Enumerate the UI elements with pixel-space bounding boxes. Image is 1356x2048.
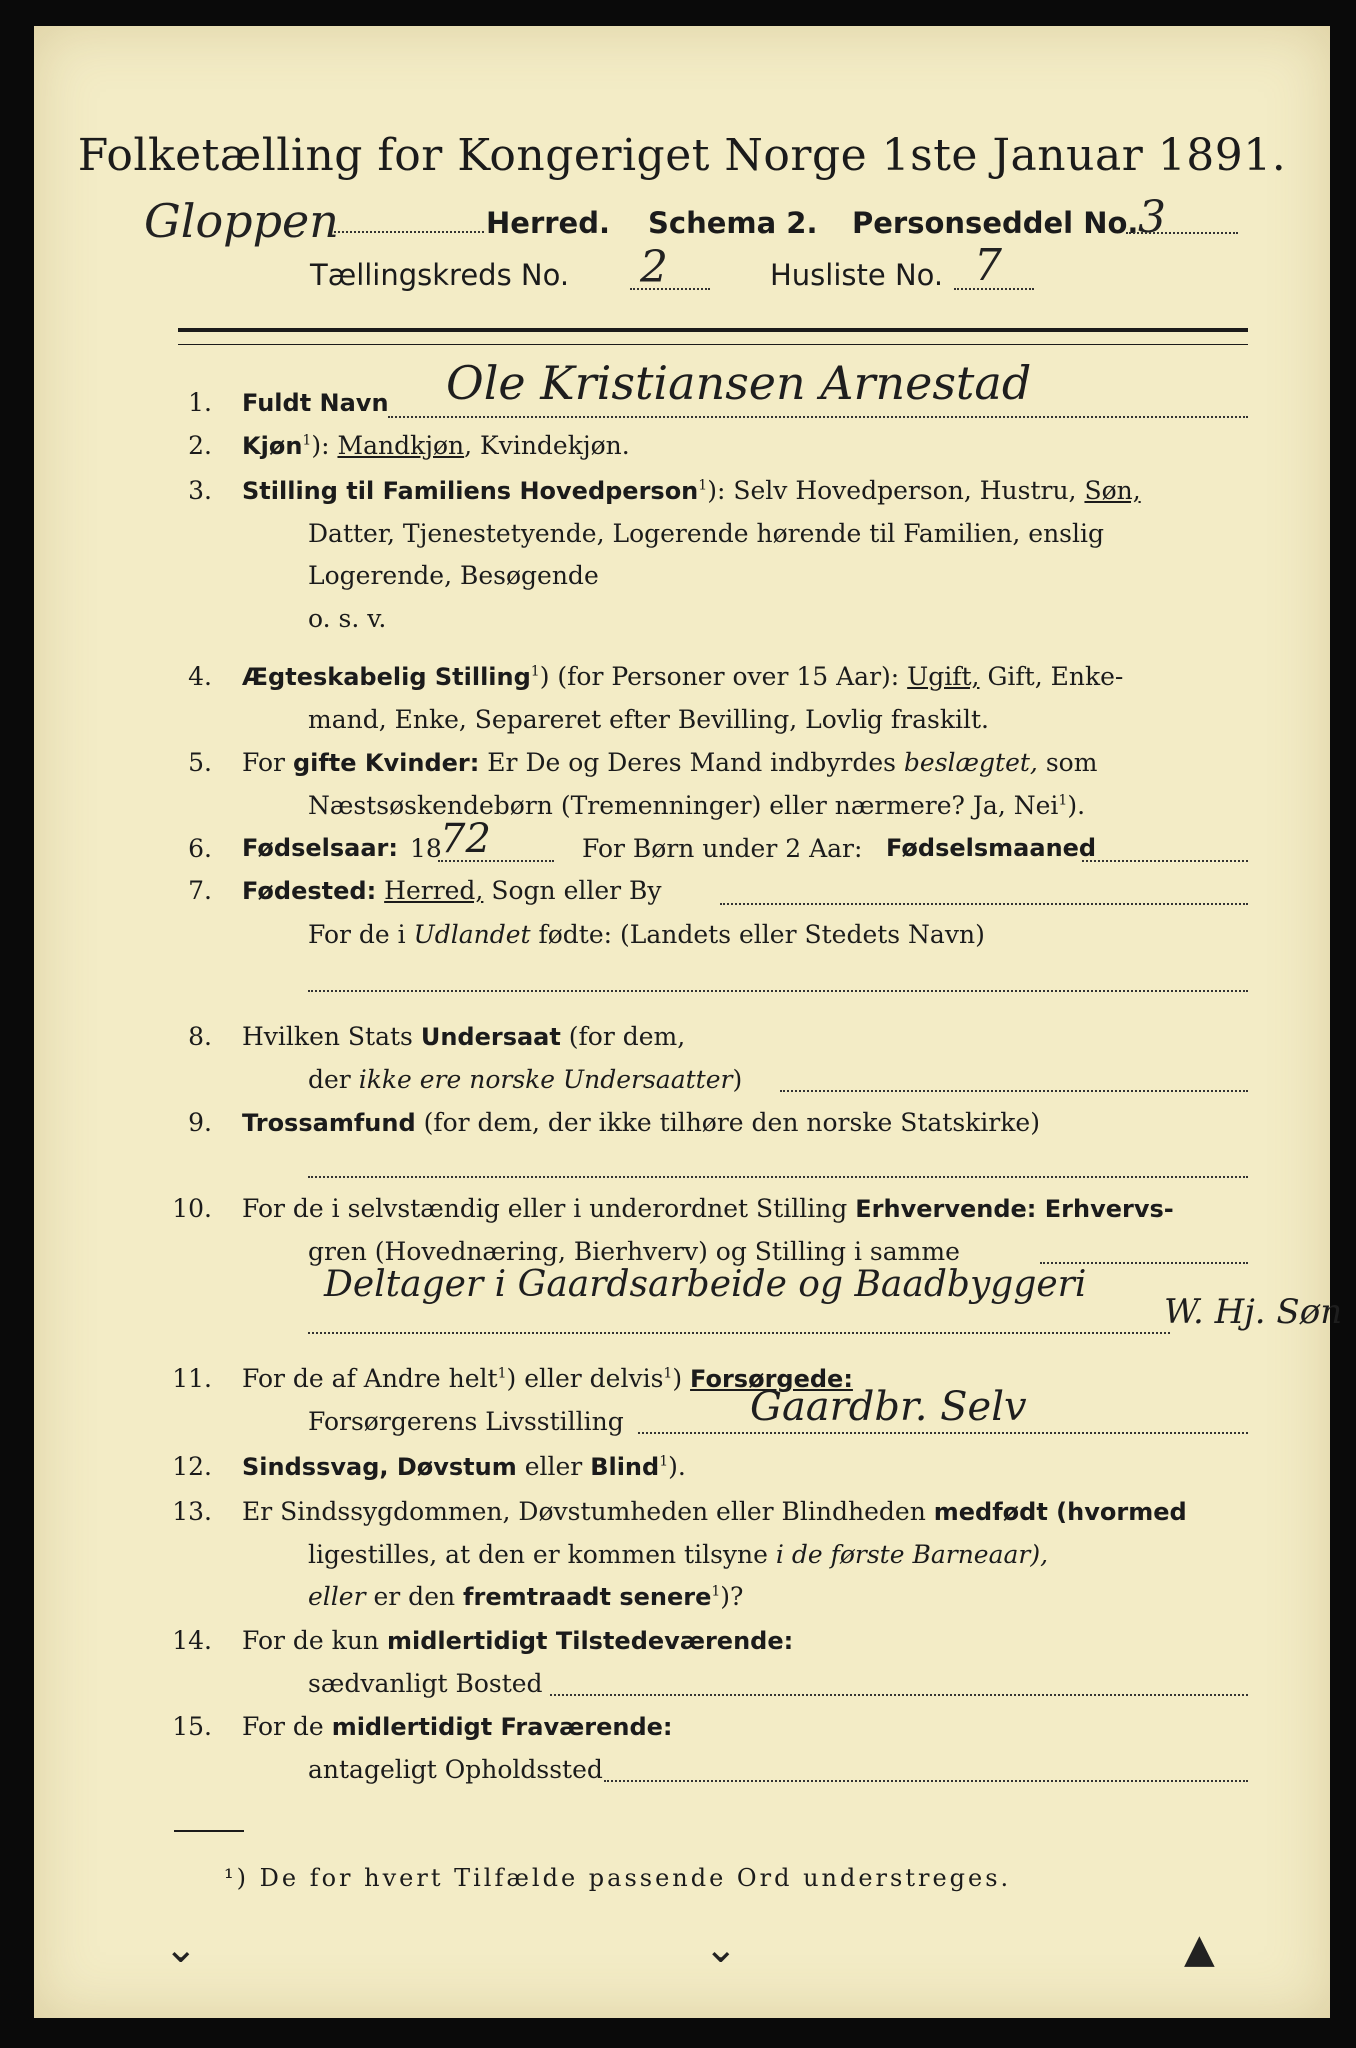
q7-line2-italic: Udlandet — [413, 920, 531, 949]
q13-sup: 1 — [711, 1583, 721, 1600]
q13-line1 — [242, 1497, 1187, 1526]
q11-sup2: 1 — [663, 1365, 673, 1382]
husliste-label: Husliste No. — [770, 258, 944, 292]
census-form — [34, 26, 1343, 2018]
footnote-mark: ¹) — [224, 1864, 249, 1892]
q5-text1: Er De og Deres Mand indbyrdes — [479, 748, 896, 777]
q11-line1: For de af Andre helt$^1$) eller delvis$^1$) Forsørgede: — [242, 1364, 853, 1393]
q5-line1 — [242, 748, 1097, 777]
herred-dots — [334, 231, 484, 233]
q2-line — [242, 431, 630, 460]
herred-label: Herred. — [486, 206, 610, 240]
corner-mark-left-icon: ⌄ — [164, 1926, 198, 1972]
q10-label: Erhvervende: — [855, 1195, 1037, 1223]
q8-pre: Hvilken Stats — [242, 1022, 413, 1051]
q8-line2-a: der — [308, 1065, 351, 1094]
q13-text1: Er Sindssygdommen, Døvstumheden eller Blindheden — [242, 1497, 926, 1526]
q4-sup: 1 — [530, 663, 540, 680]
q2-sup: 1 — [302, 432, 312, 449]
q10-value-dots — [308, 1332, 1170, 1334]
q15-number: 15. — [172, 1712, 212, 1741]
q7-dots — [720, 903, 1248, 905]
q14-dots — [550, 1694, 1248, 1696]
q12-label: Sindssvag, Døvstum — [242, 1453, 517, 1481]
q7-line2-b: fødte: (Landets eller Stedets Navn) — [530, 920, 985, 949]
taellingskreds-label: Tællingskreds No. — [310, 258, 570, 292]
q5-pre: For — [242, 748, 285, 777]
footnote — [224, 1864, 1011, 1892]
q6-year-value: 72 — [440, 816, 491, 862]
q7-herred: Herred, — [384, 876, 484, 905]
q8-line2-italic: ikke ere norske Undersaatter — [358, 1065, 733, 1094]
q4-text1b: Gift, Enke- — [979, 662, 1124, 691]
q1-label: Fuldt Navn — [242, 389, 389, 417]
q8-label: Undersaat — [420, 1023, 561, 1051]
q7-line2-a: For de i — [308, 920, 406, 949]
q8-dots — [780, 1090, 1248, 1092]
q3-line4: o. s. v. — [308, 604, 387, 633]
footnote-text: De for hvert Tilfælde passende Ord understreges. — [259, 1864, 1012, 1892]
q3-label: Stilling til Familiens Hovedperson — [242, 477, 699, 505]
q14-label: midlertidigt Tilstedeværende: — [386, 1627, 794, 1655]
q11-label: Forsørgede: — [690, 1365, 853, 1393]
q6-label: Fødselsaar: — [242, 834, 398, 862]
q4-text1: ) (for Personer over 15 Aar): — [539, 662, 900, 691]
q11-line2: Forsørgerens Livsstilling — [308, 1407, 624, 1436]
header-rule-thick — [178, 328, 1248, 332]
q12-end: ). — [668, 1452, 686, 1481]
q1-name-value: Ole Kristiansen Arnestad — [446, 356, 1032, 410]
q11-provider-value: Gaardbr. Selv — [750, 1384, 1027, 1430]
q3-text1: ): Selv Hovedperson, Hustru, — [707, 476, 1077, 505]
q15-line1 — [242, 1712, 673, 1741]
q11-mid: ) eller delvis — [506, 1364, 664, 1393]
q13-text1b: (hvormed — [1047, 1498, 1187, 1526]
q13-text3: er den — [365, 1582, 456, 1611]
q12-label2: Blind — [590, 1453, 660, 1481]
taellingskreds-dots — [630, 288, 710, 290]
q10-number: 10. — [172, 1194, 212, 1223]
q5-label: gifte Kvinder: — [292, 749, 480, 777]
q12-sup: 1 — [659, 1453, 669, 1470]
q12-mid: eller — [516, 1452, 583, 1481]
q3-line3: Logerende, Besøgende — [308, 561, 599, 590]
q3-sup: 1 — [698, 477, 708, 494]
q2-opt-kvindekjon: , Kvindekjøn. — [464, 431, 630, 460]
q1-dots — [388, 416, 1248, 418]
q4-line2: mand, Enke, Separeret efter Bevilling, Lovlig fraskilt. — [308, 705, 989, 734]
q8-line2-b: ) — [732, 1065, 743, 1094]
q15-label: midlertidigt Fraværende: — [331, 1713, 673, 1741]
q6-month-dots — [1082, 860, 1248, 862]
q13-text3-italic: eller — [308, 1582, 366, 1611]
q13-text2-italic: i de første Barneaar), — [775, 1540, 1049, 1569]
q10-line1 — [242, 1194, 1174, 1223]
q9-rest: (for dem, der ikke tilhøre den norske Statskirke) — [415, 1108, 1040, 1137]
q1-number: 1. — [188, 388, 212, 417]
q6-mid: For Børn under 2 Aar: — [582, 834, 863, 863]
q4-label: Ægteskabelig Stilling — [242, 663, 531, 691]
q5-number: 5. — [188, 748, 212, 777]
q6-number: 6. — [188, 834, 212, 863]
q7-foreign-dots — [308, 990, 1248, 992]
husliste-value: 7 — [974, 240, 1002, 291]
q11-sup1: 1 — [497, 1365, 507, 1382]
q10-occupation-value: Deltager i Gaardsarbeide og Baadbyggeri — [324, 1264, 1087, 1305]
q9-dots — [308, 1176, 1248, 1178]
q4-number: 4. — [188, 662, 212, 691]
q2-label: Kjøn — [242, 432, 303, 460]
q8-rest: (for dem, — [560, 1022, 686, 1051]
q15-line2: antageligt Opholdssted — [308, 1755, 603, 1784]
q7-rest: Sogn eller By — [483, 876, 662, 905]
q13-number: 13. — [172, 1497, 212, 1526]
q15-pre: For de — [242, 1712, 324, 1741]
q9-number: 9. — [188, 1108, 212, 1137]
q3-line2: Datter, Tjenestetyende, Logerende hørende til Familien, enslig — [308, 519, 1105, 548]
q14-line1 — [242, 1626, 793, 1655]
q2-number: 2. — [188, 431, 212, 460]
q11-text1: For de af Andre helt — [242, 1364, 498, 1393]
q9-label: Trossamfund — [242, 1109, 416, 1137]
q5-text2-end: ). — [1067, 791, 1086, 820]
husliste-dots — [954, 288, 1034, 290]
q4-ugift: Ugift, — [907, 662, 980, 691]
q3-line1 — [242, 476, 1141, 505]
q5-italic: beslægtet, — [903, 748, 1038, 777]
q9-line1 — [242, 1108, 1040, 1137]
q5-text1b: som — [1037, 748, 1098, 777]
q3-number: 3. — [188, 476, 212, 505]
q14-pre: For de kun — [242, 1626, 380, 1655]
q10-label2: Erhvervs- — [1036, 1195, 1174, 1223]
form-title: Folketælling for Kongeriget Norge 1ste Januar 1891. — [77, 130, 1287, 181]
q14-line2: sædvanligt Bosted — [308, 1669, 543, 1698]
q10-line2: gren (Hovednæring, Bierhverv) og Stilling i samme — [308, 1237, 960, 1266]
q13-end: )? — [720, 1582, 744, 1611]
q15-dots — [604, 1780, 1248, 1782]
q5-line2 — [308, 791, 1085, 820]
footnote-rule — [174, 1830, 244, 1832]
q11-dots — [638, 1432, 1248, 1434]
q13-line3 — [308, 1582, 743, 1611]
header-rule-thin — [178, 344, 1248, 345]
corner-mark-right-icon: ▲ — [1184, 1926, 1215, 1972]
q6-label2: Fødselsmaaned — [886, 834, 1097, 862]
q14-number: 14. — [172, 1626, 212, 1655]
q13-label: medfødt — [933, 1498, 1048, 1526]
q2-opt-mandkjon: Mandkjøn — [337, 431, 465, 460]
q6-year-dots — [438, 860, 554, 862]
q5-text2: Næstsøskendebørn (Tremenninger) eller nærmere? Ja, Nei — [308, 791, 1059, 820]
q4-line1 — [242, 662, 1123, 691]
q2-rest: ): — [311, 431, 330, 460]
q13-label3: fremtraadt senere — [463, 1583, 712, 1611]
q10-pre: For de i selvstændig eller i underordnet Stilling — [242, 1194, 848, 1223]
personseddel-dots — [1126, 232, 1238, 234]
q7-label: Fødested: — [242, 877, 377, 905]
q8-line1 — [242, 1022, 685, 1051]
corner-mark-center-icon: ⌄ — [704, 1926, 738, 1972]
herred-value: Gloppen — [144, 194, 339, 248]
taellingskreds-value: 2 — [640, 242, 668, 293]
q8-line2 — [308, 1065, 742, 1094]
q13-line2 — [308, 1540, 1048, 1569]
q11-number: 11. — [172, 1364, 212, 1393]
q7-line1 — [242, 876, 662, 905]
q6-year-prefix: 18 — [410, 834, 442, 863]
q8-number: 8. — [188, 1022, 212, 1051]
q7-line2 — [308, 920, 985, 949]
personseddel-value: 3 — [1138, 192, 1166, 243]
q12-line1 — [242, 1452, 686, 1481]
q7-number: 7. — [188, 876, 212, 905]
q5-sup: 1 — [1058, 792, 1068, 809]
q3-son: Søn, — [1084, 476, 1141, 505]
q13-text2: ligestilles, at den er kommen tilsyne — [308, 1540, 768, 1569]
q12-number: 12. — [172, 1452, 212, 1481]
schema-label: Schema 2. — [648, 206, 818, 240]
q10-annotation: W. Hj. Søn — [1164, 1292, 1343, 1332]
personseddel-label: Personseddel No. — [852, 206, 1139, 240]
